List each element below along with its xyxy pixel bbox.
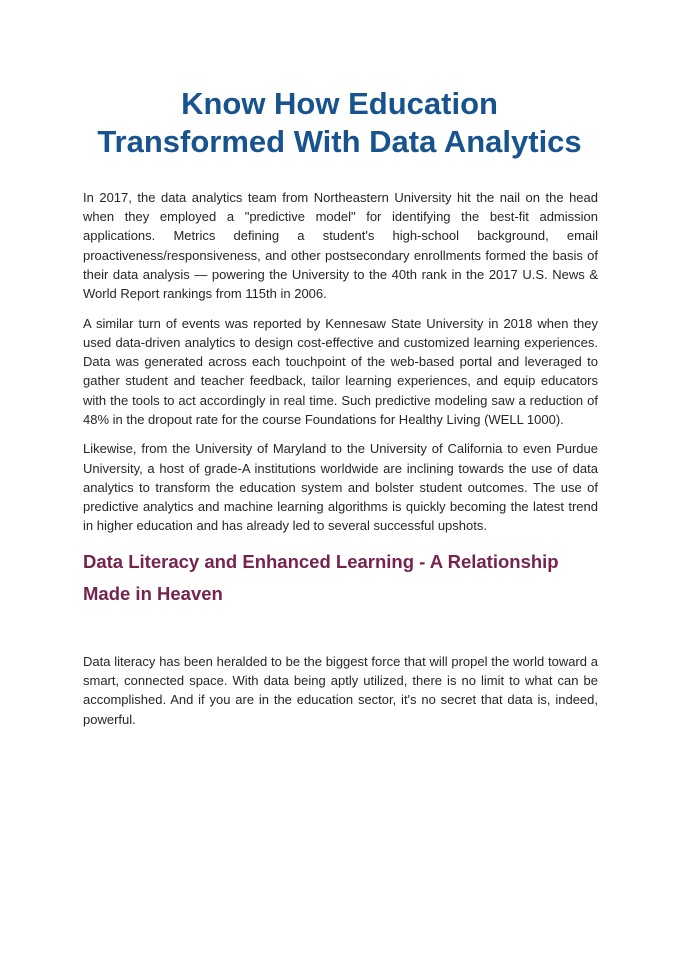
article-body bbox=[83, 188, 598, 739]
page-title-line-2: Transformed With Data Analytics bbox=[97, 124, 582, 159]
page-title-line-1: Know How Education bbox=[181, 86, 498, 121]
section-heading-line-1: Data Literacy and Enhanced Learning - A Relationship bbox=[83, 550, 559, 572]
section-heading-line-2: Made in Heaven bbox=[83, 582, 223, 604]
paragraph-likewise: Likewise, from the University of Maryland to the University of California to even Purdue University, a host of grade-A institutions worldwide are inclining towards the use of data analytics to transform the education system and bolster student outcomes. The use of predictive analytics and machine learning algorithms is quickly becoming the latest trend in higher education and has already led to several successful upshots. bbox=[83, 441, 598, 534]
paragraph-kennesaw: A similar turn of events was reported by Kennesaw State University in 2018 when they used data-driven analytics to design cost-effective and customized learning experiences. Data was generated across each touchpoint of the web-based portal and leveraged to gather student and teacher feedback, tailor learning experiences, and equip educators with the tools to act accordingly in real time. Such predictive modeling saw a reduction of 48% in the dropout rate for the course Foundations for Healthy Living (WELL 1000). bbox=[83, 315, 598, 427]
section-heading bbox=[83, 546, 598, 610]
paragraph-northeastern: In 2017, the data analytics team from Northeastern University hit the nail on the head when they employed a "predictive model" for identifying the best-fit admission applications. Metrics defining a student's high-school background, email proactiveness/responsiveness, and other postsecondary enrollments formed the basis of their data analysis — powering the University to the 40th rank in the 2017 U.S. News & World Report rankings from 115th in 2006. bbox=[83, 190, 598, 302]
paragraph-data-literacy: Data literacy has been heralded to be the biggest force that will propel the world toward a smart, connected space. With data being aptly utilized, there is no limit to what can be accomplished. And if you are in the education sector, it's no secret that data is, indeed, powerful. bbox=[83, 653, 598, 727]
page-title bbox=[60, 85, 619, 161]
